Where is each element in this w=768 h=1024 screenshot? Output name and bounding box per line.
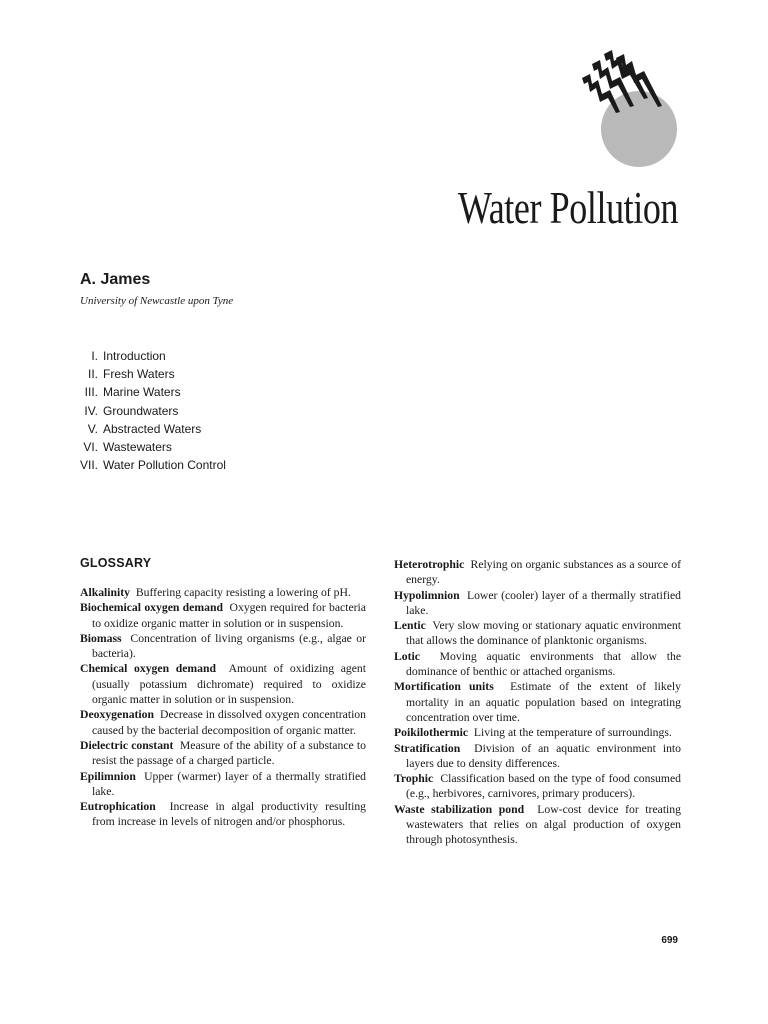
glossary-definition: Concentration of living organisms (e.g., algae or bacteria). — [92, 631, 366, 661]
toc-number: VII. — [79, 458, 98, 473]
glossary-entry — [80, 707, 366, 738]
author-affiliation: University of Newcastle upon Tyne — [80, 295, 234, 307]
glossary-entry — [394, 771, 681, 802]
glossary-entry — [394, 588, 681, 619]
toc-item[interactable] — [78, 456, 226, 474]
toc-label: Water Pollution Control — [103, 458, 226, 473]
glossary-entry — [394, 679, 681, 725]
glossary-definition: Relying on organic substances as a source of energy. — [406, 558, 681, 587]
glossary-definition: Decrease in dissolved oxygen concentration caused by the bacterial decomposition of organic matter. — [92, 708, 366, 737]
glossary-definition: Lower (cooler) layer of a thermally stratified lake. — [406, 588, 681, 617]
glossary-definition: Very slow moving or stationary aquatic environment that allows the dominance of planktonic organisms. — [406, 619, 681, 648]
toc-item[interactable] — [78, 438, 226, 456]
toc-number: I. — [91, 349, 98, 363]
glossary-definition: Oxygen required for bacteria to oxidize organic matter in solution or in suspension. — [92, 601, 366, 630]
glossary-term: Waste stabilization pond — [394, 802, 525, 816]
glossary-term: Alkalinity — [80, 586, 131, 599]
glossary-entry — [80, 661, 366, 707]
toc-number: V. — [87, 421, 98, 436]
glossary-entry — [80, 600, 366, 631]
glossary-entry — [394, 802, 681, 848]
glossary-term: Eutrophication — [80, 800, 156, 814]
toc-number: III. — [84, 385, 98, 400]
glossary-term: Stratification — [394, 741, 461, 755]
toc-label: Introduction — [103, 349, 166, 363]
toc-item[interactable] — [78, 420, 226, 438]
glossary-entry — [80, 799, 366, 830]
glossary-entry — [394, 741, 681, 772]
glossary-term: Chemical oxygen demand — [80, 662, 216, 676]
toc-label: Wastewaters — [103, 440, 172, 455]
glossary-entry — [80, 769, 366, 800]
glossary-term: Epilimnion — [80, 769, 136, 783]
toc-number: II. — [87, 367, 98, 382]
glossary-term: Lotic — [394, 649, 420, 663]
toc-label: Fresh Waters — [103, 367, 175, 382]
glossary-definition: Increase in algal productivity resulting from increase in levels of nitrogen and/or phosphorus. — [92, 800, 367, 829]
glossary-term: Lentic — [394, 619, 426, 633]
table-of-contents — [78, 347, 226, 474]
glossary-entry — [394, 649, 681, 680]
glossary-left-column — [80, 585, 366, 830]
toc-label: Abstracted Waters — [103, 421, 202, 436]
lightning-bolts-circle-icon — [578, 50, 682, 168]
glossary-term: Biomass — [80, 631, 122, 645]
glossary-definition: Estimate of the extent of likely mortality in an aquatic population based on integrating concentration over time. — [406, 680, 681, 724]
glossary-definition: Measure of the ability of a substance to resist the passage of a charged particle. — [92, 738, 367, 768]
glossary-term: Heterotrophic — [394, 558, 465, 571]
toc-item[interactable] — [78, 383, 226, 401]
chapter-title: Water Pollution — [457, 183, 678, 233]
glossary-definition: Moving aquatic environments that allow the dominance of benthic or attached organisms. — [406, 649, 682, 679]
glossary-definition: Amount of oxidizing agent (usually potassium dichromate) required to oxidize organic matter in solution or in suspension. — [92, 662, 367, 707]
glossary-definition: Living at the temperature of surroundings. — [473, 726, 672, 740]
author-name: A. James — [80, 271, 151, 288]
toc-number: VI. — [83, 440, 98, 455]
glossary-definition: Division of an aquatic environment into layers due to density differences. — [406, 741, 682, 770]
toc-item[interactable] — [78, 347, 226, 365]
glossary-heading: GLOSSARY — [80, 556, 152, 570]
toc-label: Groundwaters — [103, 403, 179, 418]
toc-item[interactable] — [78, 365, 226, 383]
glossary-entry — [80, 738, 366, 769]
glossary-definition: Classification based on the type of food consumed (e.g., herbivores, carnivores, primary producers). — [406, 772, 681, 801]
glossary-term: Mortification units — [394, 680, 494, 694]
glossary-term: Hypolimnion — [394, 588, 460, 602]
toc-item[interactable] — [78, 402, 226, 420]
glossary-term: Dielectric constant — [80, 738, 174, 752]
glossary-entry — [394, 618, 681, 649]
glossary-definition: Upper (warmer) layer of a thermally stratified lake. — [92, 769, 367, 798]
glossary-definition: Low-cost device for treating wastewaters that relies on algal production of oxygen through photosynthesis. — [406, 802, 681, 847]
glossary-entry — [394, 557, 681, 588]
glossary-term: Poikilothermic — [394, 726, 469, 740]
page-number: 699 — [661, 935, 678, 946]
glossary-entry — [80, 631, 366, 662]
glossary-entry — [394, 725, 681, 740]
glossary-entry — [80, 585, 366, 600]
toc-number: IV. — [84, 403, 98, 418]
glossary-term: Biochemical oxygen demand — [80, 601, 223, 615]
glossary-definition: Buffering capacity resisting a lowering of pH. — [135, 586, 351, 599]
glossary-term: Trophic — [394, 772, 434, 786]
toc-label: Marine Waters — [103, 385, 181, 400]
glossary-right-column — [394, 557, 681, 848]
glossary-term: Deoxygenation — [80, 708, 155, 722]
